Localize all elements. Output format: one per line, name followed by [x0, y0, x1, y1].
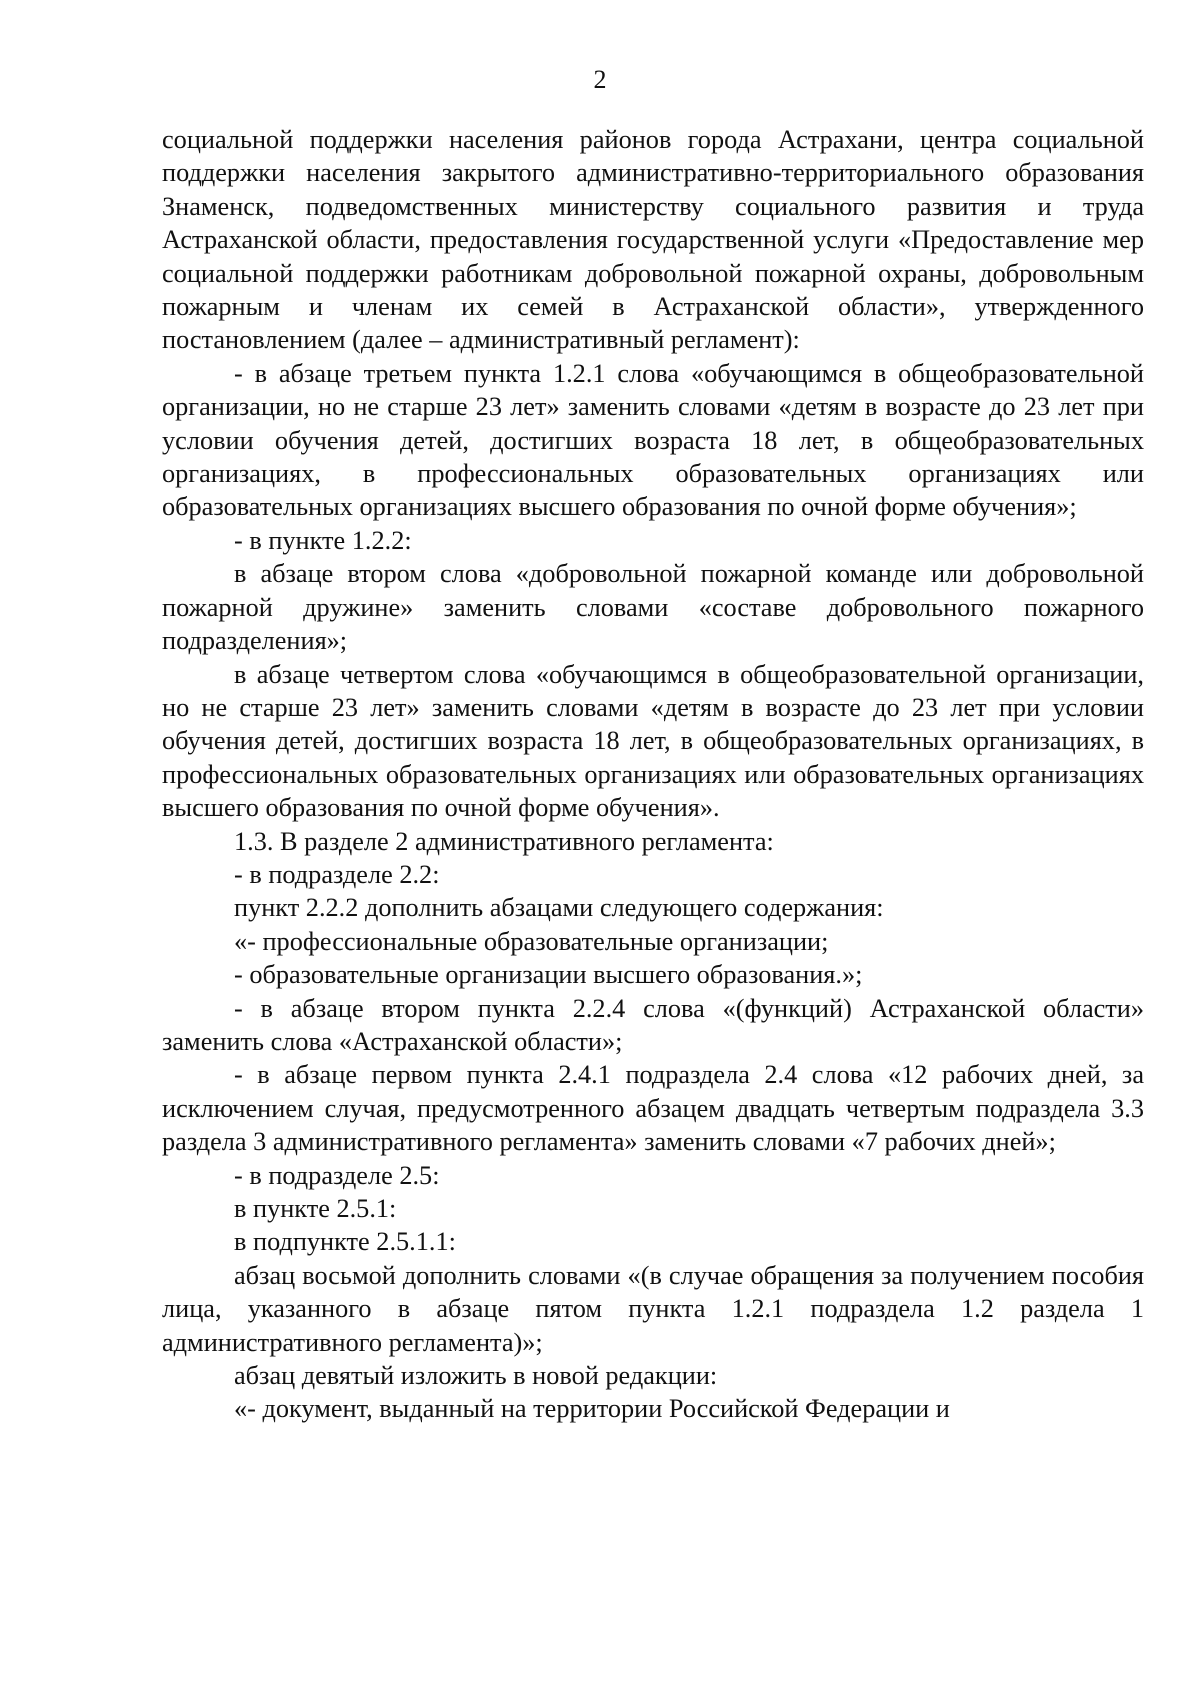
document-body [162, 123, 1144, 1426]
paragraph: «- документ, выданный на территории Российской Федерации и [234, 1394, 950, 1424]
paragraph: в абзаце четвертом слова «обучающимся в общеобразовательной организации, но не старше 23 лет» заменить словами «детям в возрасте до 23 лет при условии обучения детей, достигших возраста 18 лет, в общеобразовательных организациях, в профессиональных образовательных организациях или образовательных организациях высшего образования по очной форме обучения». [162, 659, 1144, 823]
paragraph: - в подразделе 2.2: [234, 859, 440, 889]
paragraph: абзац восьмой дополнить словами «(в случае обращения за получением пособия лица, указанного в абзаце пятом пункта 1.2.1 подраздела 1.2 раздела 1 административного регламента)»; [162, 1260, 1144, 1357]
page-number: 2 [593, 65, 607, 94]
paragraph: 1.3. В разделе 2 административного регламента: [234, 826, 774, 856]
paragraph: в пункте 2.5.1: [234, 1194, 397, 1223]
paragraph: «- профессиональные образовательные организации; [234, 926, 829, 956]
paragraph: в подпункте 2.5.1.1: [234, 1227, 456, 1257]
paragraph: в абзаце втором слова «добровольной пожарной команде или добровольной пожарной дружине» заменить словами «составе добровольного пожарного подразделения»; [162, 559, 1144, 656]
paragraph: - в абзаце втором пункта 2.2.4 слова «(функций) Астраханской области» заменить слова «Астраханской области»; [162, 993, 1144, 1056]
paragraph: пункт 2.2.2 дополнить абзацами следующего содержания: [234, 893, 884, 923]
paragraph: - в подразделе 2.5: [234, 1160, 440, 1190]
paragraph: - в абзаце первом пункта 2.4.1 подраздела 2.4 слова «12 рабочих дней, за исключением случая, предусмотренного абзацем двадцать четвертым подраздела 3.3 раздела 3 административного регламента» заменить словами «7 рабочих дней»; [162, 1060, 1144, 1157]
paragraph: - в пункте 1.2.2: [234, 525, 412, 555]
paragraph: абзац девятый изложить в новой редакции: [234, 1361, 718, 1391]
paragraph: - в абзаце третьем пункта 1.2.1 слова «обучающимся в общеобразовательной организации, но не старше 23 лет» заменить словами «детям в возрасте до 23 лет при условии обучения детей, достигших возраста 18 лет, в общеобразовательных организациях, в профессиональных образовательных организациях или образовательных организациях высшего образования по очной форме обучения»; [162, 358, 1144, 522]
paragraph: социальной поддержки населения районов города Астрахани, центра социальной поддержки населения закрытого административно-территориального образования Знаменск, подведомственных министерству социального развития и труда Астраханской области, предоставления государственной услуги «Предоставление мер социальной поддержки работникам добровольной пожарной охраны, добровольным пожарным и членам их семей в Астраханской области», утвержденного постановлением (далее – административный регламент): [162, 125, 1144, 355]
paragraph: - образовательные организации высшего образования.»; [234, 960, 863, 990]
